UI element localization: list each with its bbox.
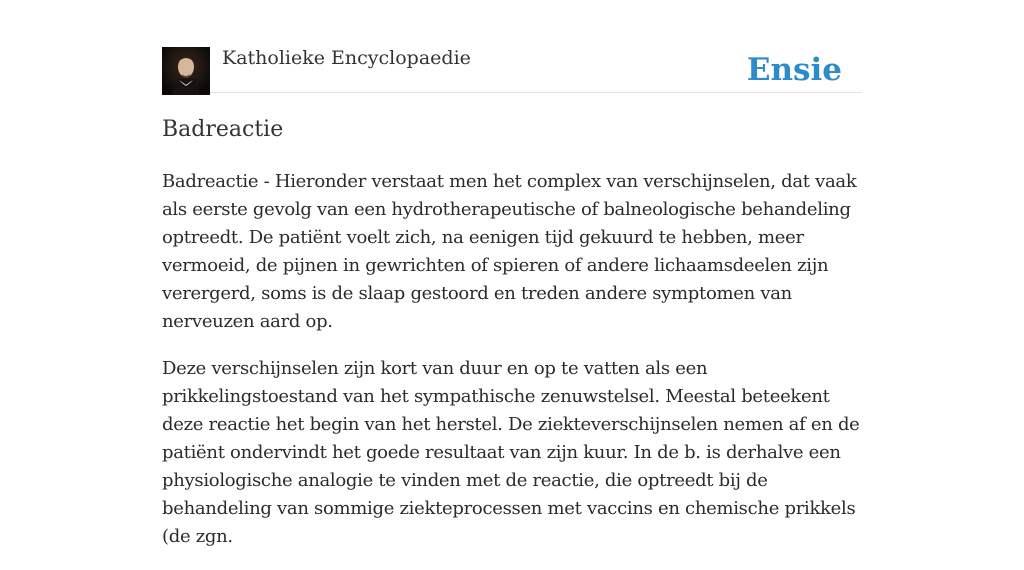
paragraph: Badreactie - Hieronder verstaat men het complex van verschijnselen, dat vaak als eerste gevolg van een hydrotherapeutische of balneologische behandeling optreedt. De patiënt voelt zich, na eenigen tijd gekuurd te hebben, meer vermoeid, de pijnen in gewrichten of spieren of andere lichaamsdeelen zijn verergerd, soms is de slaap gestoord en treden andere symptomen van nerveuzen aard op. bbox=[162, 171, 857, 332]
site-header bbox=[162, 44, 862, 93]
portrait-icon bbox=[162, 47, 210, 95]
portrait-avatar[interactable] bbox=[162, 47, 210, 95]
paragraph: Deze verschijnselen zijn kort van duur en op te vatten als een prikkelingstoestand van het sympathische zenuwstelsel. Meestal beteekent deze reactie het begin van het herstel. De ziekteverschijnselen nemen af en de patiënt ondervindt het goede resultaat van zijn kuur. In de b. is derhalve een physiologische analogie te vinden met de reactie, die optreedt bij de behandeling van sommige ziekteprocessen met vaccins en chemische prikkels (de zgn. bbox=[162, 358, 860, 547]
article-title: Badreactie bbox=[162, 117, 284, 142]
brand-logo[interactable]: Ensie bbox=[746, 52, 842, 88]
article-body bbox=[162, 168, 868, 570]
site-name[interactable]: Katholieke Encyclopaedie bbox=[222, 47, 471, 69]
